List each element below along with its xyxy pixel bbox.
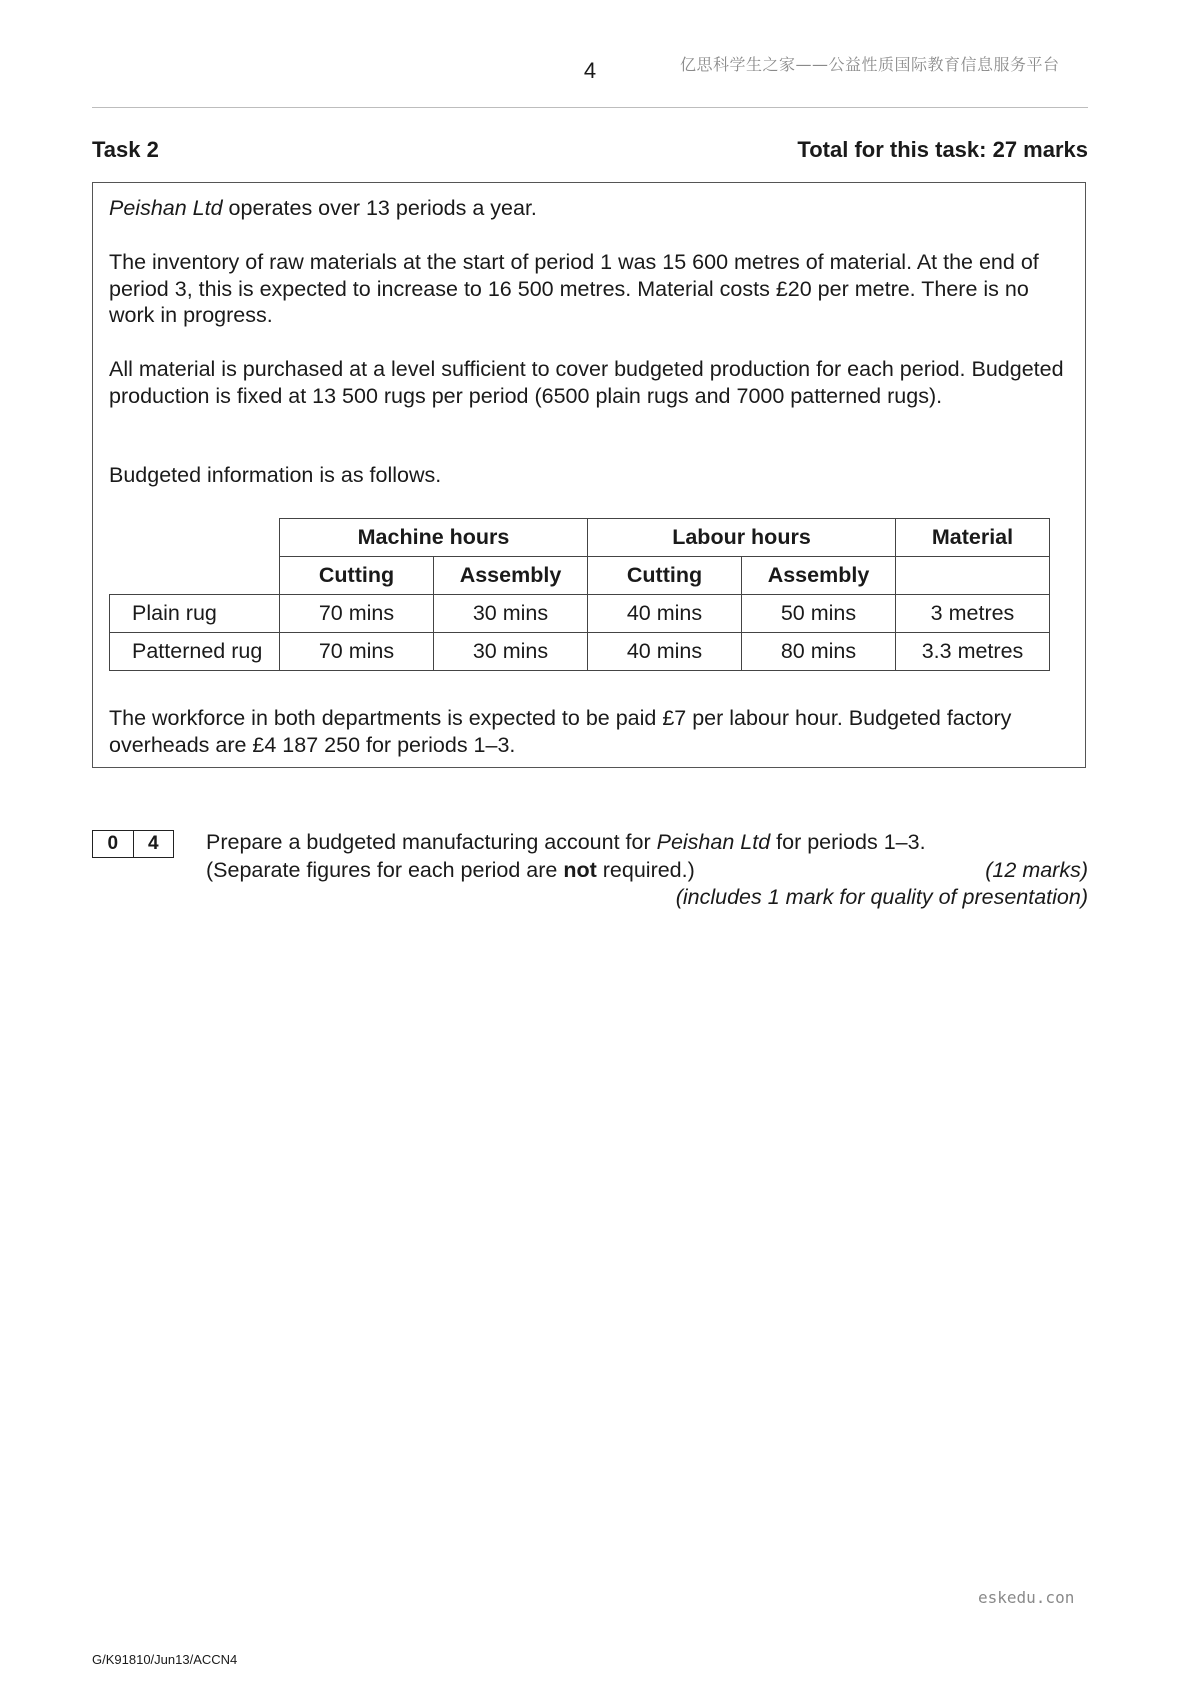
labour-assembly-header: Assembly bbox=[742, 557, 896, 595]
budgeted-information-table bbox=[109, 518, 1050, 671]
table-cell: 50 mins bbox=[742, 595, 896, 633]
company-name: Peishan Ltd bbox=[109, 196, 223, 220]
table-cell: 40 mins bbox=[588, 595, 742, 633]
table-cell: 80 mins bbox=[742, 633, 896, 671]
labour-hours-header: Labour hours bbox=[588, 519, 896, 557]
question-number-digit: 0 bbox=[107, 833, 119, 854]
machine-hours-header: Machine hours bbox=[280, 519, 588, 557]
info-paragraph-4: Budgeted information is as follows. bbox=[109, 463, 442, 487]
page-number: 4 bbox=[583, 58, 597, 83]
table-cell: 30 mins bbox=[434, 595, 588, 633]
material-header: Material bbox=[896, 519, 1050, 557]
table-blank-cell bbox=[110, 519, 280, 557]
machine-cutting-header: Cutting bbox=[280, 557, 434, 595]
info-paragraph-2: The inventory of raw materials at the start of period 1 was 15 600 metres of material. At the end of period 3, this is expected to increase to 16 500 metres. Material costs £20 per metre. There is no work in progress. bbox=[109, 250, 1039, 327]
material-sub-header-empty bbox=[896, 557, 1050, 595]
question-number-digit: 4 bbox=[133, 831, 174, 857]
table-cell: 3 metres bbox=[896, 595, 1050, 633]
table-row bbox=[110, 595, 1050, 633]
header-watermark: 亿思科学生之家——公益性质国际教育信息服务平台 bbox=[680, 55, 1060, 74]
question-text: required.) bbox=[596, 858, 695, 882]
info-paragraph-3: All material is purchased at a level sufficient to cover budgeted production for each period. Budgeted production is fixed at 13 500 rugs per period (6500 plain rugs and 7000 patterned rugs). bbox=[109, 357, 1064, 408]
table-row bbox=[110, 633, 1050, 671]
table-group-header-row bbox=[110, 519, 1050, 557]
document-code: G/K91810/Jun13/ACCN4 bbox=[92, 1652, 238, 1667]
labour-cutting-header: Cutting bbox=[588, 557, 742, 595]
question-number-box bbox=[92, 830, 174, 858]
table-cell: 3.3 metres bbox=[896, 633, 1050, 671]
table-sub-header-row bbox=[110, 557, 1050, 595]
info-paragraph-1 bbox=[109, 195, 1069, 222]
question-text: for periods 1–3. bbox=[770, 830, 926, 854]
table-blank-cell bbox=[110, 557, 280, 595]
question-text-line-1 bbox=[206, 830, 926, 855]
table-cell: 30 mins bbox=[434, 633, 588, 671]
machine-assembly-header: Assembly bbox=[434, 557, 588, 595]
row-label: Patterned rug bbox=[110, 633, 280, 671]
table-cell: 70 mins bbox=[280, 595, 434, 633]
question-marks: (12 marks) bbox=[985, 858, 1088, 882]
row-label: Plain rug bbox=[110, 595, 280, 633]
presentation-marks-note: (includes 1 mark for quality of presentation) bbox=[675, 885, 1088, 909]
company-name: Peishan Ltd bbox=[656, 830, 771, 854]
info-paragraph-5: The workforce in both departments is expected to be paid £7 per labour hour. Budgeted factory overheads are £4 187 250 for periods 1–3. bbox=[109, 706, 1012, 757]
question-text-line-2 bbox=[206, 858, 695, 883]
question-text: Prepare a budgeted manufacturing account for bbox=[206, 830, 657, 854]
question-text: (Separate figures for each period are bbox=[206, 858, 564, 882]
emphasis-not: not bbox=[563, 858, 597, 882]
table-cell: 70 mins bbox=[280, 633, 434, 671]
info-paragraph-1-text: operates over 13 periods a year. bbox=[222, 196, 537, 220]
table-cell: 40 mins bbox=[588, 633, 742, 671]
task-total-marks: Total for this task: 27 marks bbox=[797, 137, 1088, 162]
task-title: Task 2 bbox=[92, 137, 159, 162]
task-information-box bbox=[92, 182, 1086, 768]
header-divider bbox=[92, 107, 1088, 108]
footer-watermark: eskedu.con bbox=[978, 1588, 1075, 1607]
